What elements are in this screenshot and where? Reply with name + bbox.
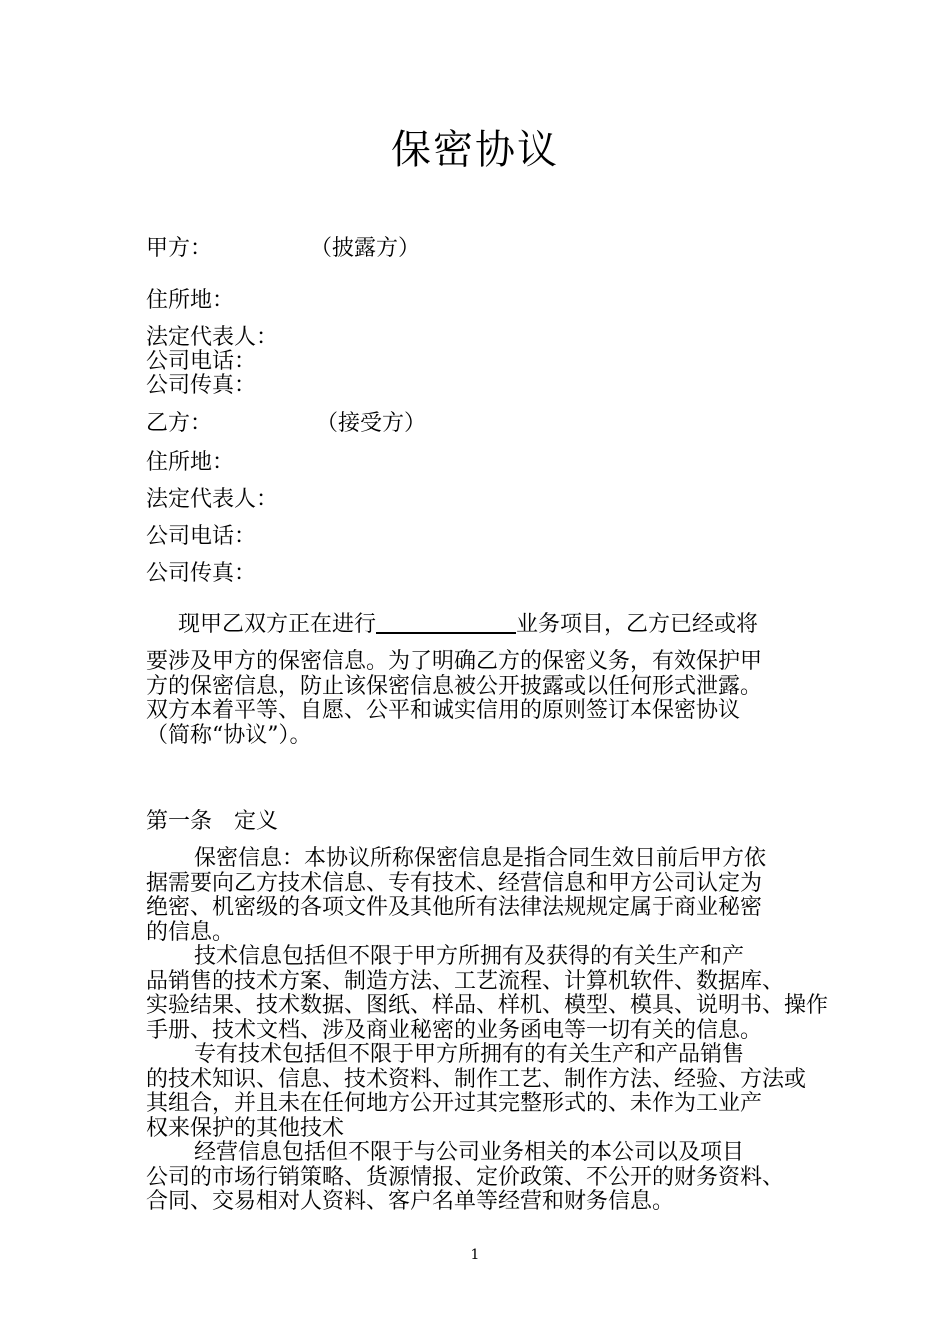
party-a-phone: 公司电话： [146,349,257,374]
paragraph-line: 权来保护的其他技术 [146,1115,345,1141]
preamble-paragraph [146,650,810,748]
paragraph-line: 品销售的技术方案、制造方法、工艺流程、计算机软件、数据库、 [146,968,785,994]
paragraph-line: 经营信息包括但不限于与公司业务相关的本公司以及项目 [194,1140,745,1165]
paragraph-line: 手册、技术文档、涉及商业秘密的业务函电等一切有关的信息。 [146,1017,763,1043]
party-a-representative: 法定代表人： [146,325,279,350]
article1-heading: 第一条 定义 [146,809,279,834]
preamble-line: （简称“协议”）。 [146,722,312,748]
article1-paragraph-confidential [146,847,810,945]
party-b-line [146,412,426,436]
party-a-fax: 公司传真： [146,373,257,398]
page-number: 1 [470,1247,480,1263]
paragraph-line: 的技术知识、信息、技术资料、制作工艺、制作方法、经验、方法或 [146,1066,807,1092]
project-blank [376,610,516,634]
party-b-representative: 法定代表人： [146,487,279,512]
preamble-after-blank: 业务项目，乙方已经或将 [516,612,759,637]
paragraph-line: 其组合，并且未在任何地方公开过其完整形式的、未作为工业产 [146,1091,763,1116]
party-b-phone: 公司电话： [146,524,257,549]
party-b-role: （接受方） [316,411,427,436]
article1-paragraph-business [146,1141,810,1215]
paragraph-line: 保密信息：本协议所称保密信息是指合同生效日前后甲方依 [194,846,767,871]
preamble-line: 方的保密信息，防止该保密信息被公开披露或以任何形式泄露。 [146,673,763,699]
paragraph-line: 的信息。 [146,919,235,945]
paragraph-line: 专有技术包括但不限于甲方所拥有的有关生产和产品销售 [194,1042,745,1067]
document-title: 保密协议 [391,127,559,173]
article1-paragraph-technical [146,944,829,1043]
party-a-address: 住所地： [146,288,235,313]
party-b-address: 住所地： [146,450,235,475]
party-a-role: （披露方） [310,236,421,261]
preamble-line: 要涉及甲方的保密信息。为了明确乙方的保密义务，有效保护甲 [146,649,763,674]
paragraph-line: 据需要向乙方技术信息、专有技术、经营信息和甲方公司认定为 [146,870,763,896]
paragraph-line: 合同、交易相对人资料、客户名单等经营和财务信息。 [146,1189,675,1214]
paragraph-line: 技术信息包括但不限于甲方所拥有及获得的有关生产和产 [194,944,745,969]
preamble-line: 双方本着平等、自愿、公平和诚实信用的原则签订本保密协议 [146,698,741,723]
party-b-label: 乙方： [146,411,213,436]
party-a-label: 甲方： [146,236,213,261]
paragraph-line: 实验结果、技术数据、图纸、样品、样机、模型、模具、说明书、操作 [146,993,829,1018]
paragraph-line: 绝密、机密级的各项文件及其他所有法律法规规定属于商业秘密 [146,895,763,920]
preamble-before-blank: 现甲乙双方正在进行 [178,612,377,637]
party-a-line [146,237,420,261]
article1-paragraph-knowhow [146,1043,810,1141]
paragraph-line: 公司的市场行销策略、货源情报、定价政策、不公开的财务资料、 [146,1164,785,1190]
party-b-fax: 公司传真： [146,561,257,586]
preamble-first-line [178,610,758,637]
